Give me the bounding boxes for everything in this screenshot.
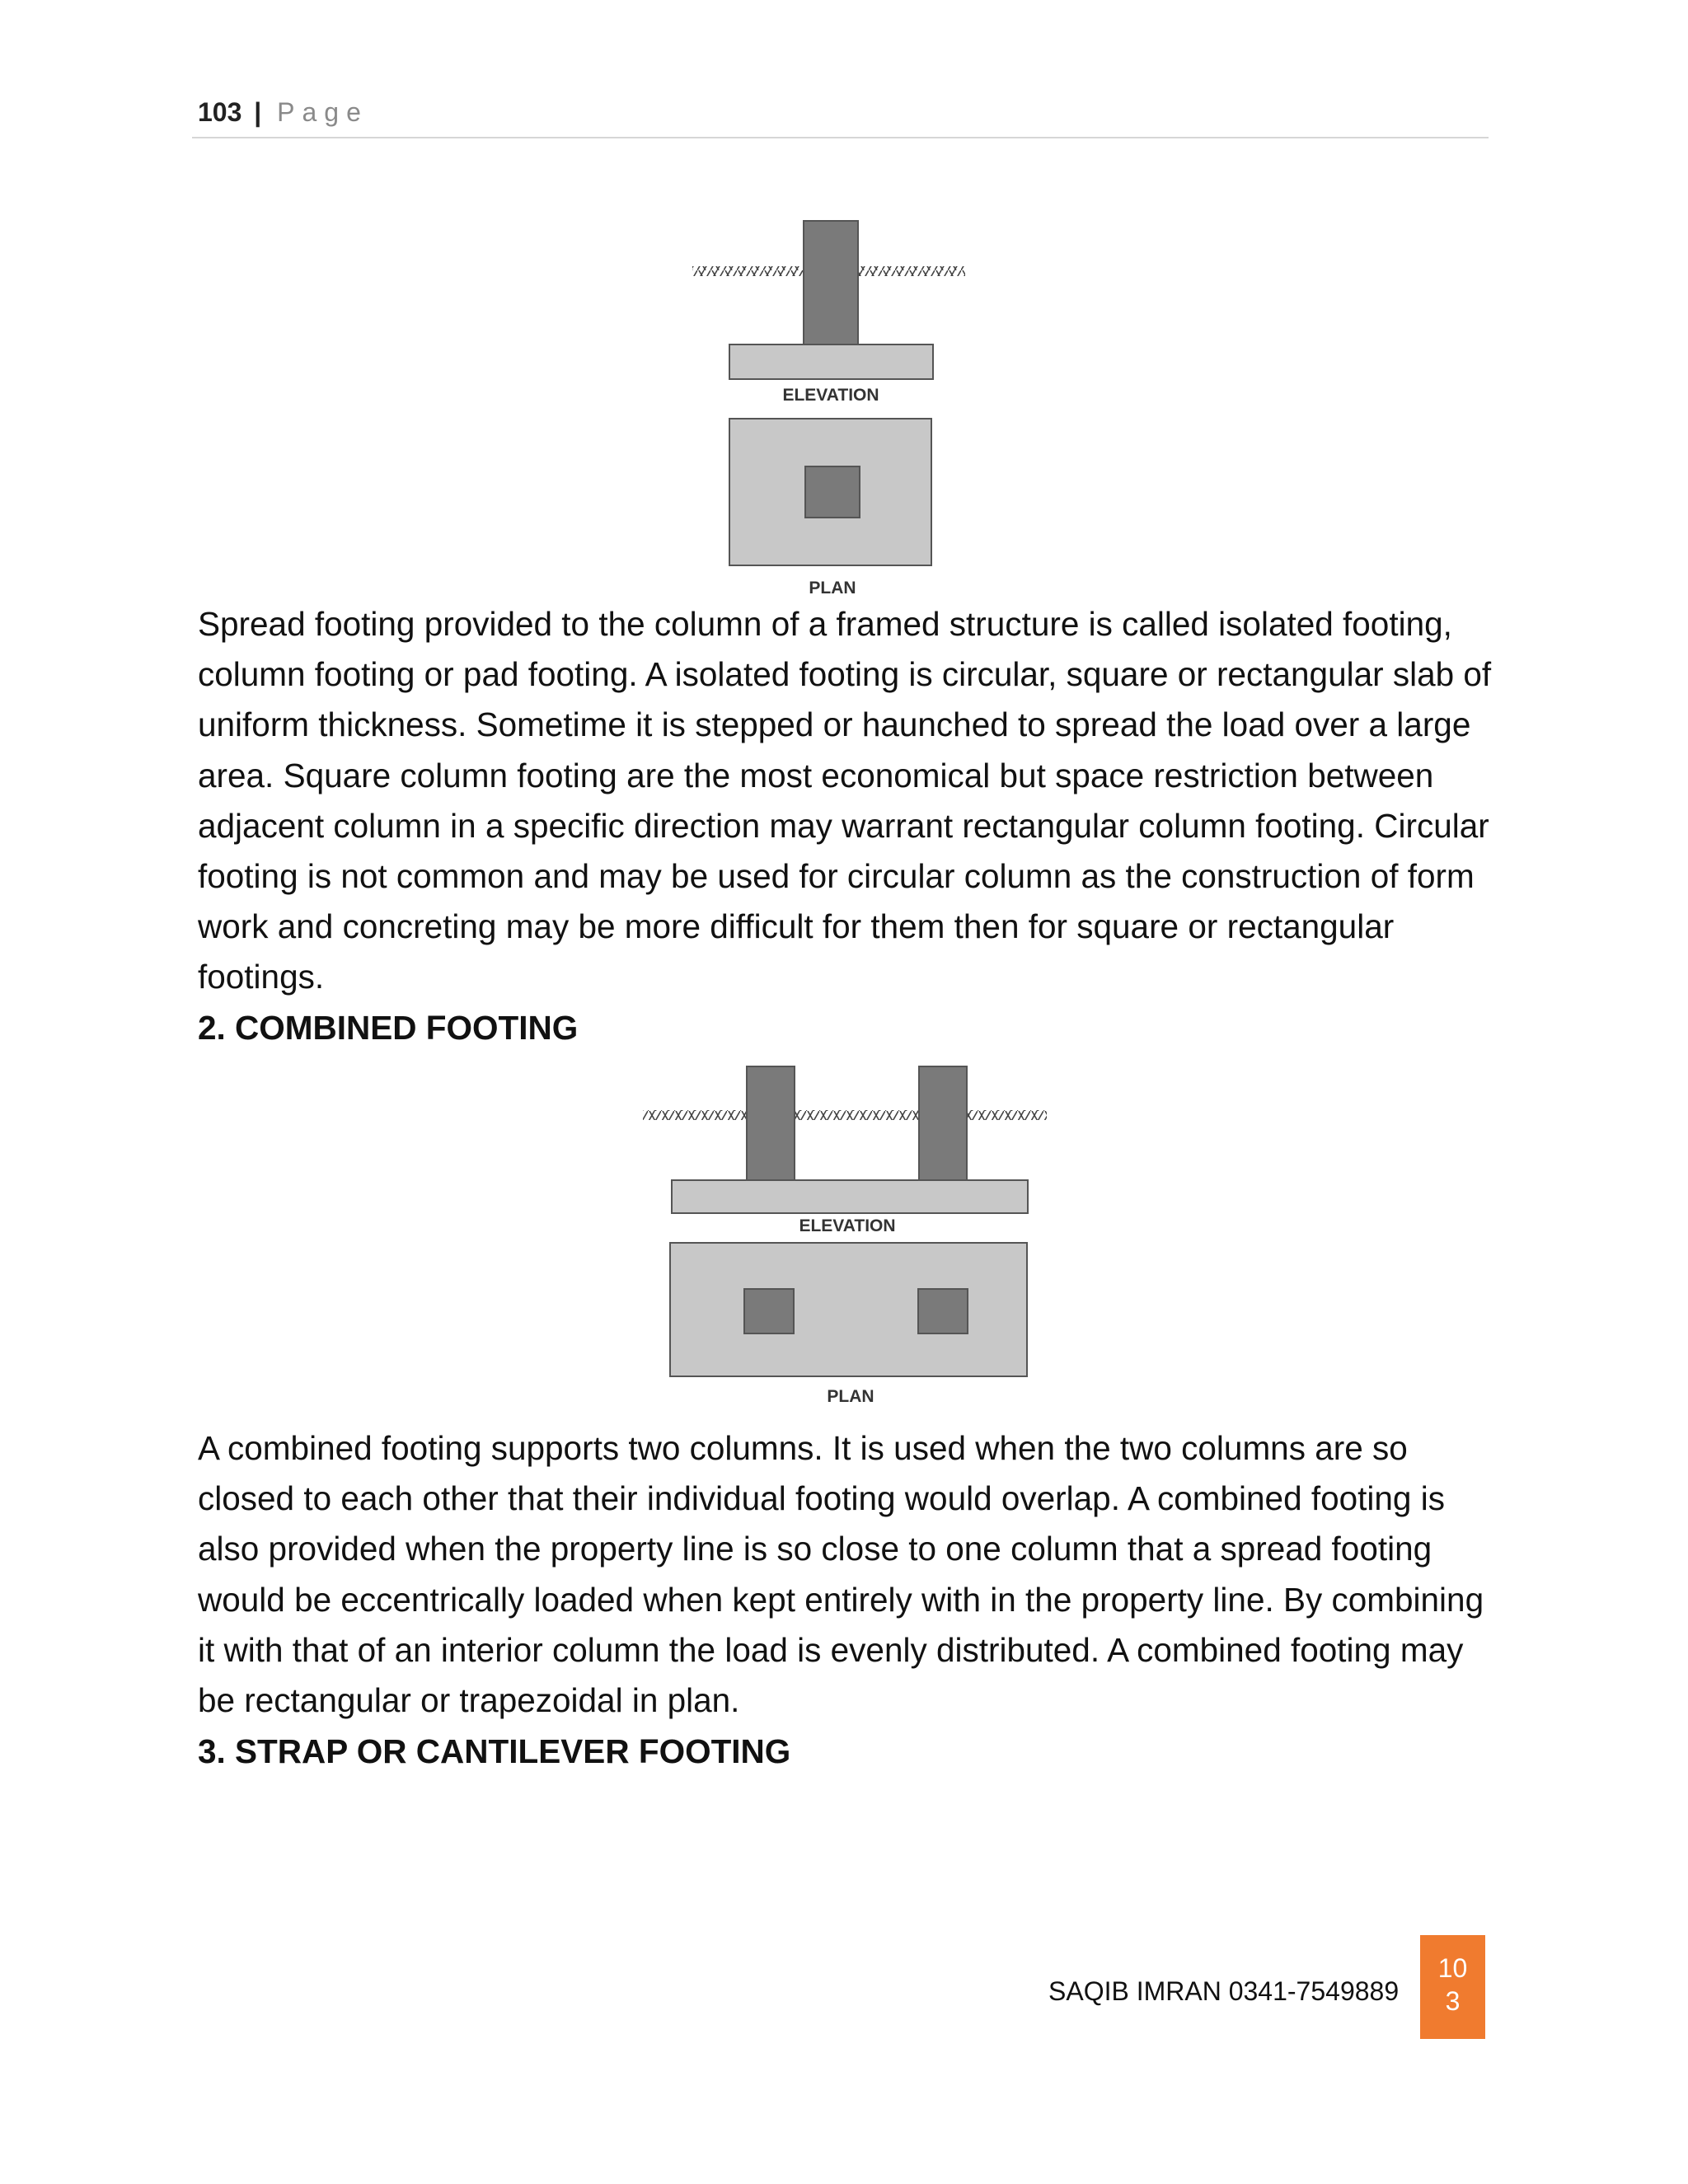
footer-page-box xyxy=(1420,1935,1485,2039)
footing-plan xyxy=(670,1243,1027,1376)
strap-footing-heading: 3. STRAP OR CANTILEVER FOOTING xyxy=(198,1732,791,1770)
page-header xyxy=(198,97,368,128)
ground-hatch-left xyxy=(692,266,804,276)
page-box-line2: 3 xyxy=(1445,1986,1461,2016)
ground-hatch-right xyxy=(966,1110,1047,1120)
combined-footing-heading: 2. COMBINED FOOTING xyxy=(198,1009,579,1047)
plan-label: PLAN xyxy=(809,579,856,598)
isolated-footing-diagram xyxy=(684,213,981,600)
header-page-number: 103 xyxy=(198,97,242,127)
footer-author: SAQIB IMRAN 0341-7549889 xyxy=(1048,1976,1400,2006)
footing-elevation xyxy=(672,1180,1028,1213)
column-plan-left xyxy=(744,1289,794,1333)
page-box-line1: 10 xyxy=(1437,1953,1468,1983)
column-elevation xyxy=(804,221,858,344)
plan-label: PLAN xyxy=(827,1387,874,1406)
column-plan xyxy=(805,466,860,518)
elevation-label: ELEVATION xyxy=(799,1216,896,1235)
combined-footing-diagram xyxy=(635,1065,1055,1419)
header-separator: | xyxy=(254,97,262,127)
combined-footing-paragraph: A combined footing supports two columns. It is used when the two columns are so closed to each other that their individual footing would overlap. A combined footing is also provided when the property line is so close to one column that a spread footing would be eccentrically loaded when kept entirely with in the property line. By combining it with that of an interior column the load is evenly distributed. A combined footing may be rectangular or trapezoidal in plan. xyxy=(198,1429,1484,1720)
isolated-footing-figure xyxy=(684,213,981,600)
header-rule xyxy=(192,137,1489,138)
elevation-label: ELEVATION xyxy=(782,386,879,405)
ground-hatch-right xyxy=(858,266,965,276)
isolated-footing-paragraph: Spread footing provided to the column of a framed structure is called isolated footing, column footing or pad footing. A isolated footing is circular, square or rectangular slab of uniform thickness. Sometime it is stepped or haunched to spread the load over a large area. Square column footing are the most economical but space restriction between adjacent column in a specific direction may warrant rectangular column footing. Circular footing is not common and may be used for circular column as the construction of form work and concreting may be more difficult for them then for square or rectangular footings. xyxy=(198,605,1492,996)
column-elevation-left xyxy=(747,1066,795,1180)
column-elevation-right xyxy=(919,1066,967,1180)
column-plan-right xyxy=(918,1289,968,1333)
header-page-word: Page xyxy=(277,97,368,127)
combined-footing-figure xyxy=(635,1065,1055,1419)
footing-elevation xyxy=(729,344,933,379)
ground-hatch-middle xyxy=(793,1110,921,1120)
ground-hatch-left xyxy=(643,1110,747,1120)
